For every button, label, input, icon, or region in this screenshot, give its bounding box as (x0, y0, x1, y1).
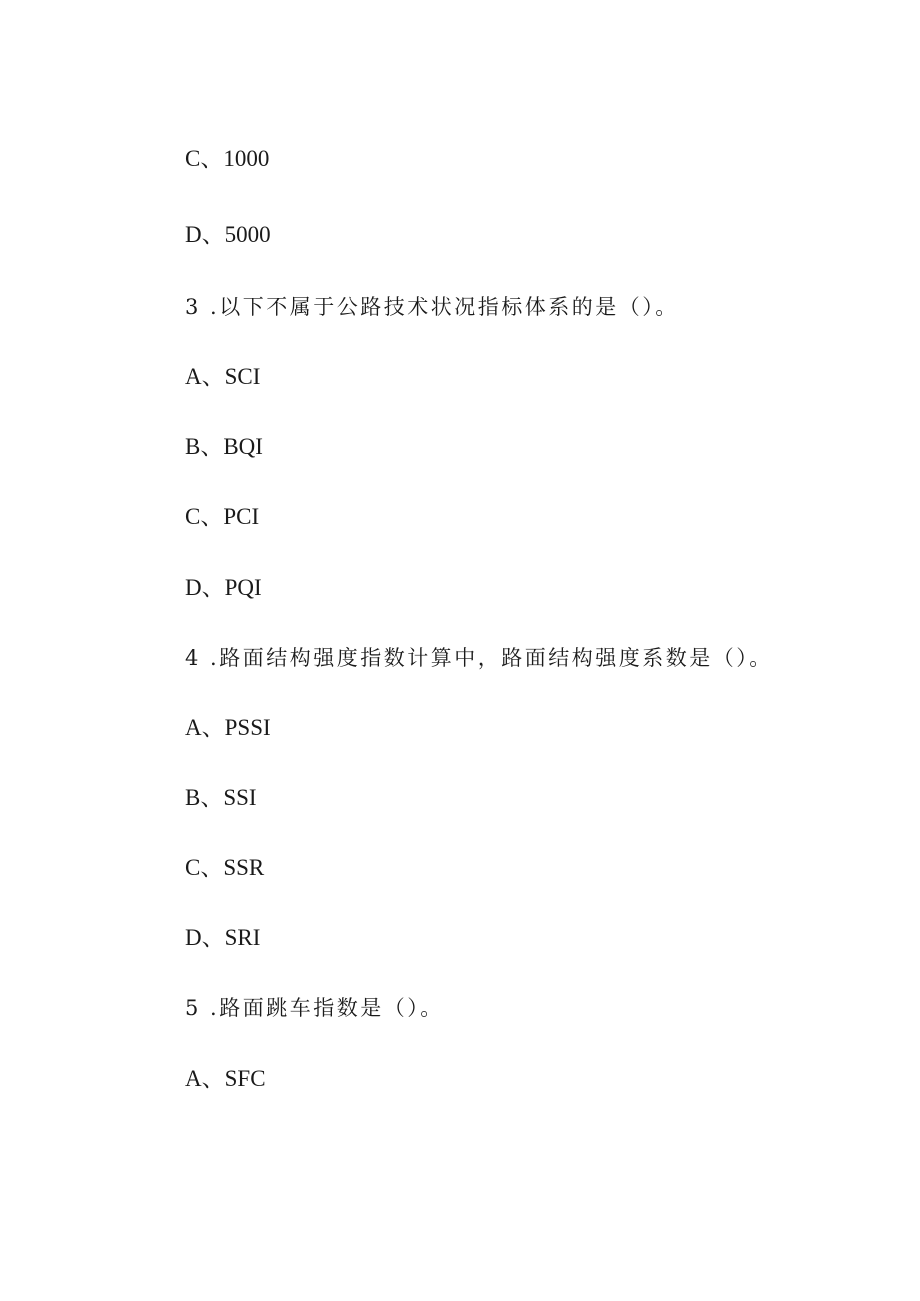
option-c-pci: C、PCI (185, 504, 260, 529)
option-d-5000: D、5000 (185, 222, 271, 247)
question-3: 3 .以下不属于公路技术状况指标体系的是（）。 (185, 295, 679, 319)
option-c-1000: C、1000 (185, 146, 270, 171)
option-a-sfc: A、SFC (185, 1066, 266, 1091)
question-5: 5 .路面跳车指数是（）。 (185, 996, 444, 1020)
option-c-ssr: C、SSR (185, 855, 265, 880)
question-4: 4 .路面结构强度指数计算中，路面结构强度系数是（）。 (185, 646, 773, 670)
option-d-sri: D、SRI (185, 925, 261, 950)
option-a-sci: A、SCI (185, 364, 261, 389)
option-a-pssi: A、PSSI (185, 715, 271, 740)
option-d-pqi: D、PQI (185, 575, 262, 600)
option-b-ssi: B、SSI (185, 785, 257, 810)
option-b-bqi: B、BQI (185, 434, 263, 459)
